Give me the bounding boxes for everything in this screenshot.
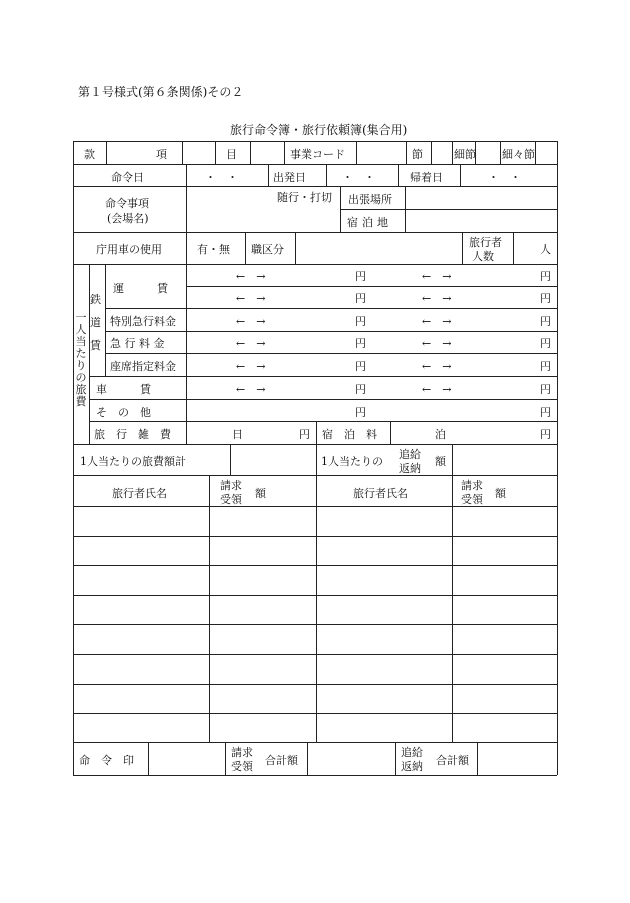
- yen: 円: [355, 406, 366, 419]
- yen: 円: [540, 270, 551, 283]
- unit-haku: 泊: [435, 428, 446, 441]
- arrows: ← →: [422, 360, 452, 373]
- arrows: ← →: [422, 383, 452, 396]
- label-meirei-jikou: 命令事項: [105, 197, 149, 210]
- header-juryou: 受領: [220, 493, 242, 506]
- header-traveler-name: 旅行者氏名: [112, 487, 167, 500]
- label-goukei-gaku: 合計額: [436, 754, 469, 767]
- header-seikyu: 請求: [461, 479, 483, 492]
- label-shuppatsu-bi: 出発日: [273, 171, 306, 184]
- label-shukuhaku-chi: 宿泊地: [347, 216, 392, 229]
- arrows: ← →: [422, 337, 452, 350]
- label-kan: 款: [84, 148, 95, 161]
- label-saisetsu: 細節: [454, 148, 476, 161]
- unit-nin: 人: [540, 243, 551, 256]
- form-title: 旅行命令簿・旅行依頼簿(集合用): [230, 123, 408, 137]
- label-shokukubun: 職区分: [251, 243, 284, 256]
- yen: 円: [540, 315, 551, 328]
- arrows: ← →: [422, 270, 452, 283]
- yen: 円: [540, 428, 551, 441]
- arrows: ← →: [422, 315, 452, 328]
- label-tokkyu: 特別急行料金: [110, 315, 176, 328]
- arrows: ← →: [422, 292, 452, 305]
- label-kichaku-bi: 帰着日: [410, 171, 443, 184]
- yen: 円: [540, 292, 551, 305]
- arrows: ← →: [236, 292, 266, 305]
- label-per-person-total: 1人当たりの旅費額計: [80, 455, 186, 468]
- header-seikyu: 請求: [220, 479, 242, 492]
- label-sonota: そ の 他: [96, 406, 151, 419]
- arrows: ← →: [236, 383, 266, 396]
- header-gaku: 額: [495, 487, 506, 500]
- header-gaku: 額: [255, 487, 266, 500]
- label-hennou: 返納: [399, 462, 421, 475]
- yen: 円: [540, 406, 551, 419]
- label-setsu: 節: [412, 148, 423, 161]
- rail-label-3: 賃: [90, 339, 101, 352]
- label-per-person-refund: 1人当たりの: [321, 455, 383, 468]
- label-zappi: 旅 行 雑 費: [94, 428, 171, 441]
- yen: 円: [540, 337, 551, 350]
- label-goukei-gaku: 合計額: [265, 754, 298, 767]
- arrows: ← →: [236, 315, 266, 328]
- label-kaijou-mei: (会場名): [107, 212, 149, 225]
- yen: 円: [299, 428, 310, 441]
- yen: 円: [355, 270, 366, 283]
- label-saisaisetsu: 細々節: [502, 148, 535, 161]
- label-hennou: 返納: [401, 760, 423, 773]
- label-unchin: 運 賃: [113, 282, 168, 295]
- label-seikyu: 請求: [231, 746, 253, 759]
- rail-label-1: 鉄: [90, 293, 101, 306]
- yen: 円: [355, 315, 366, 328]
- label-meirei-in: 命 令 印: [79, 754, 134, 767]
- header-juryou: 受領: [461, 493, 483, 506]
- meirei-bi-date: ・ ・: [205, 171, 238, 184]
- shuppatsu-bi-date: ・ ・: [342, 171, 375, 184]
- label-kyuko: 急 行 料 金: [110, 337, 165, 350]
- label-shukuhakuryo: 宿 泊 料: [322, 428, 377, 441]
- label-gaku: 額: [435, 455, 446, 468]
- label-jigyo-code: 事業コード: [290, 148, 345, 161]
- label-kou: 項: [156, 148, 167, 161]
- label-tsuikyu: 追給: [401, 746, 423, 759]
- arrows: ← →: [236, 360, 266, 373]
- rail-label-2: 道: [90, 316, 101, 329]
- kichaku-bi-date: ・ ・: [488, 171, 521, 184]
- header-traveler-name: 旅行者氏名: [353, 487, 408, 500]
- form-number: 第１号様式(第６条関係)その２: [78, 85, 244, 99]
- label-ryokousha: 旅行者: [469, 236, 502, 249]
- label-moku: 目: [226, 148, 237, 161]
- label-tsuikyu: 追給: [399, 448, 421, 461]
- label-zaseki: 座席指定料金: [110, 360, 176, 373]
- label-shucchou-basho: 出張場所: [348, 193, 392, 206]
- label-zuikou-uchikiri: 随行・打切: [277, 191, 332, 204]
- label-meirei-bi: 命令日: [111, 171, 144, 184]
- unit-nichi: 日: [232, 428, 243, 441]
- yen: 円: [355, 383, 366, 396]
- yen: 円: [355, 360, 366, 373]
- label-shachin: 車 賃: [96, 383, 151, 396]
- label-chouyousha: 庁用車の使用: [96, 243, 162, 256]
- yen: 円: [540, 383, 551, 396]
- arrows: ← →: [236, 270, 266, 283]
- ari-nashi: 有・無: [197, 243, 230, 256]
- yen: 円: [355, 292, 366, 305]
- yen: 円: [355, 337, 366, 350]
- yen: 円: [540, 360, 551, 373]
- arrows: ← →: [236, 337, 266, 350]
- side-label-per-person: 一人当たりの旅費: [75, 311, 87, 408]
- label-juryou: 受領: [231, 760, 253, 773]
- label-ninzuu: 人数: [472, 250, 494, 263]
